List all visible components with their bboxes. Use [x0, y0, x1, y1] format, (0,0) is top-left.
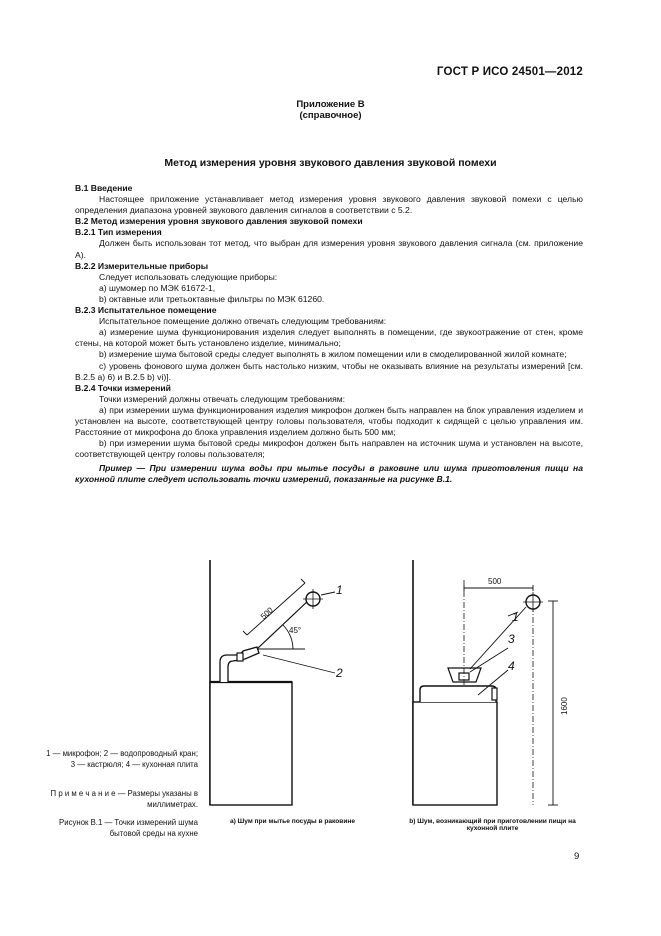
list-item: а) измерение шума функционирования изделия следует выполнять в помещении, где звукоотражение от стен, кроме стены, на которой может быть установлено изделие, минимально; — [75, 327, 583, 349]
figure-note: П р и м е ч а н и е — Размеры указаны в миллиметрах. — [50, 789, 198, 809]
example-note: Пример — При измерении шума воды при мытье посуды в раковине или шума приготовления пищи на кухонной плите следует использовать точки измерений, показанные на рисунке В.1. — [75, 463, 583, 485]
page-number: 9 — [574, 851, 580, 862]
list-item: а) шумомер по МЭК 61672-1, — [99, 282, 216, 293]
angle-label: 45° — [289, 626, 302, 635]
section-title: Метод измерения уровня звукового давления звуковой помехи — [164, 157, 497, 169]
figure-legend: 1 — микрофон; 2 — водопроводный кран; 3 — кастрюля; 4 — кухонная плита — [46, 749, 198, 769]
callout-4: 4 — [508, 659, 515, 673]
callout-1-a: 1 — [336, 583, 343, 597]
callout-2: 2 — [336, 666, 343, 680]
dimension-label-b-width: 500 — [488, 577, 502, 586]
dimension-label-b-height: 1600 — [560, 697, 569, 715]
paragraph-b21: Должен быть использован тот метод, что выбран для измерения уровня звукового давления сигнала (см. приложение А). — [75, 238, 583, 260]
figure-caption: Рисунок В.1 — Точки измерений шума бытовой среды на кухне — [59, 818, 198, 838]
subcaption-b: b) Шум, возникающий при приготовлении пищи на кухонной плите — [409, 818, 576, 832]
figure-a-sink — [205, 555, 390, 810]
appendix-label: Приложение В — [296, 99, 365, 110]
heading-b22: В.2.2 Измерительные приборы — [75, 260, 209, 271]
heading-b23: В.2.3 Испытательное помещение — [75, 305, 217, 316]
heading-b1: В.1 Введение — [75, 183, 133, 193]
heading-b21: В.2.1 Тип измерения — [75, 227, 162, 238]
list-item: с) уровень фонового шума должен быть настолько низким, чтобы не оказывать влияние на результаты измерений [см. В.2.5 а) 6) и В.2.5 b) vi)]. — [75, 360, 583, 382]
figure-b-stove — [408, 555, 583, 810]
list-item: b) измерение шума бытовой среды следует выполнять в жилом помещении или в смоделированной жилой комнате; — [99, 349, 567, 360]
paragraph-b23: Испытательное помещение должно отвечать следующим требованиям: — [99, 316, 387, 327]
heading-b2: В.2 Метод измерения уровня звукового давления звуковой помехи — [75, 216, 363, 227]
paragraph-b22: Следует использовать следующие приборы: — [99, 271, 278, 282]
callout-1-b: 1 — [512, 610, 519, 624]
body-text — [75, 183, 583, 486]
list-item: b) при измерении шума бытовой среды микрофон должен быть направлен на источник шума и установлен на высоте, соответствующей центру головы пользователя; — [75, 438, 583, 460]
subcaption-a: а) Шум при мытье посуды в раковине — [229, 818, 356, 825]
callout-3: 3 — [508, 632, 515, 646]
list-item: а) при измерении шума функционирования изделия микрофон должен быть направлен на блок управления изделием и установлен на высоте, соответствующей центру головы пользователя, чтобы подходит к сидящей с целью управления им. Расстояние от микрофона до блока управления изделием должно быть 500 мм; — [75, 404, 583, 438]
heading-b24: В.2.4 Точки измерений — [75, 382, 171, 393]
document-header: ГОСТ Р ИСО 24501—2012 — [436, 66, 583, 78]
paragraph-b1: Настоящее приложение устанавливает метод измерения уровня звукового давления звуковой помехи с целью определения диапазона уровней звукового давления сигналов в соответствии с 5.2. — [75, 194, 583, 216]
appendix-status: (справочное) — [299, 110, 362, 121]
dimension-label-a: 500 — [258, 605, 275, 622]
paragraph-b24: Точки измерений должны отвечать следующим требованиям: — [99, 393, 346, 404]
list-item: b) октавные или третьоктавные фильтры по МЭК 61260. — [99, 293, 325, 304]
